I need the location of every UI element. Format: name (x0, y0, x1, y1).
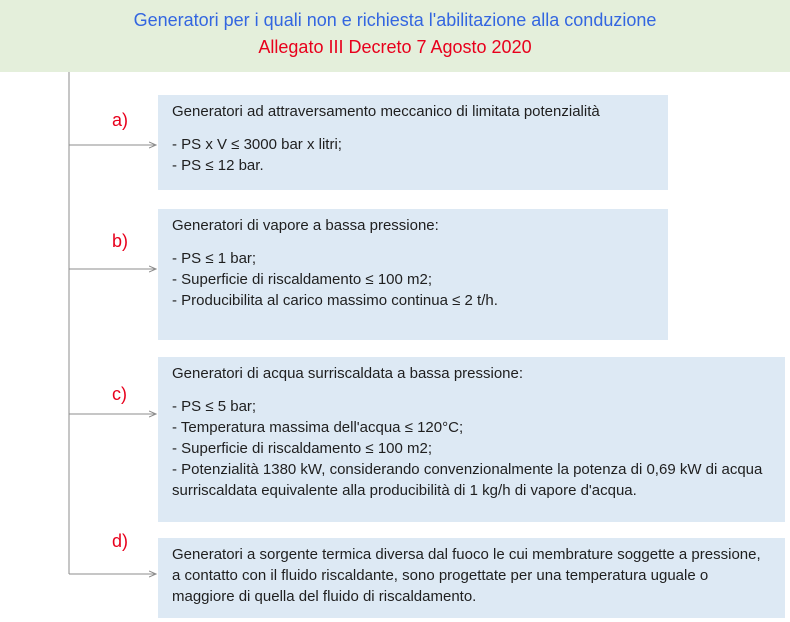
section-a-box (158, 95, 668, 190)
section-b-letter: b) (112, 231, 129, 251)
section-c-heading: Generatori di acqua surriscaldata a bassa pressione: (172, 365, 524, 382)
section-c-letter: c) (112, 384, 127, 404)
section-b-heading: Generatori di vapore a bassa pressione: (172, 217, 439, 234)
section-a-item: - PS ≤ 12 bar. (172, 157, 264, 174)
section-d-heading: Generatori a sorgente termica diversa dal fuoco le cui membrature soggette a pressione, a contatto con il fluido riscaldante, sono progettate per una temperatura uguale o maggiore di quella del fluido di riscaldamento. (172, 546, 761, 605)
section-b-item: - Producibilita al carico massimo continua ≤ 2 t/h. (172, 292, 498, 309)
section-b-item: - Superficie di riscaldamento ≤ 100 m2; (172, 271, 433, 288)
section-c-item: - Temperatura massima dell'acqua ≤ 120°C; (172, 419, 464, 436)
diagram-subtitle: Allegato III Decreto 7 Agosto 2020 (258, 37, 532, 57)
diagram-title: Generatori per i quali non e richiesta l'abilitazione alla conduzione (133, 10, 657, 30)
section-c-item: - PS ≤ 5 bar; (172, 398, 257, 415)
section-c-item: - Potenzialità 1380 kW, considerando convenzionalmente la potenza di 0,69 kW di acqua surriscaldata equivalente alla producibilità di 1 kg/h di vapore d'acqua. (172, 461, 763, 499)
section-b-box (158, 209, 668, 340)
section-c-item: - Superficie di riscaldamento ≤ 100 m2; (172, 440, 433, 457)
section-a-item: - PS x V ≤ 3000 bar x litri; (172, 136, 342, 153)
section-a-letter: a) (112, 110, 129, 130)
section-a-heading: Generatori ad attraversamento meccanico di limitata potenzialità (172, 103, 600, 120)
section-c-box (158, 357, 785, 522)
section-d-box (158, 538, 785, 618)
section-d-letter: d) (112, 531, 129, 551)
section-b-item: - PS ≤ 1 bar; (172, 250, 257, 267)
